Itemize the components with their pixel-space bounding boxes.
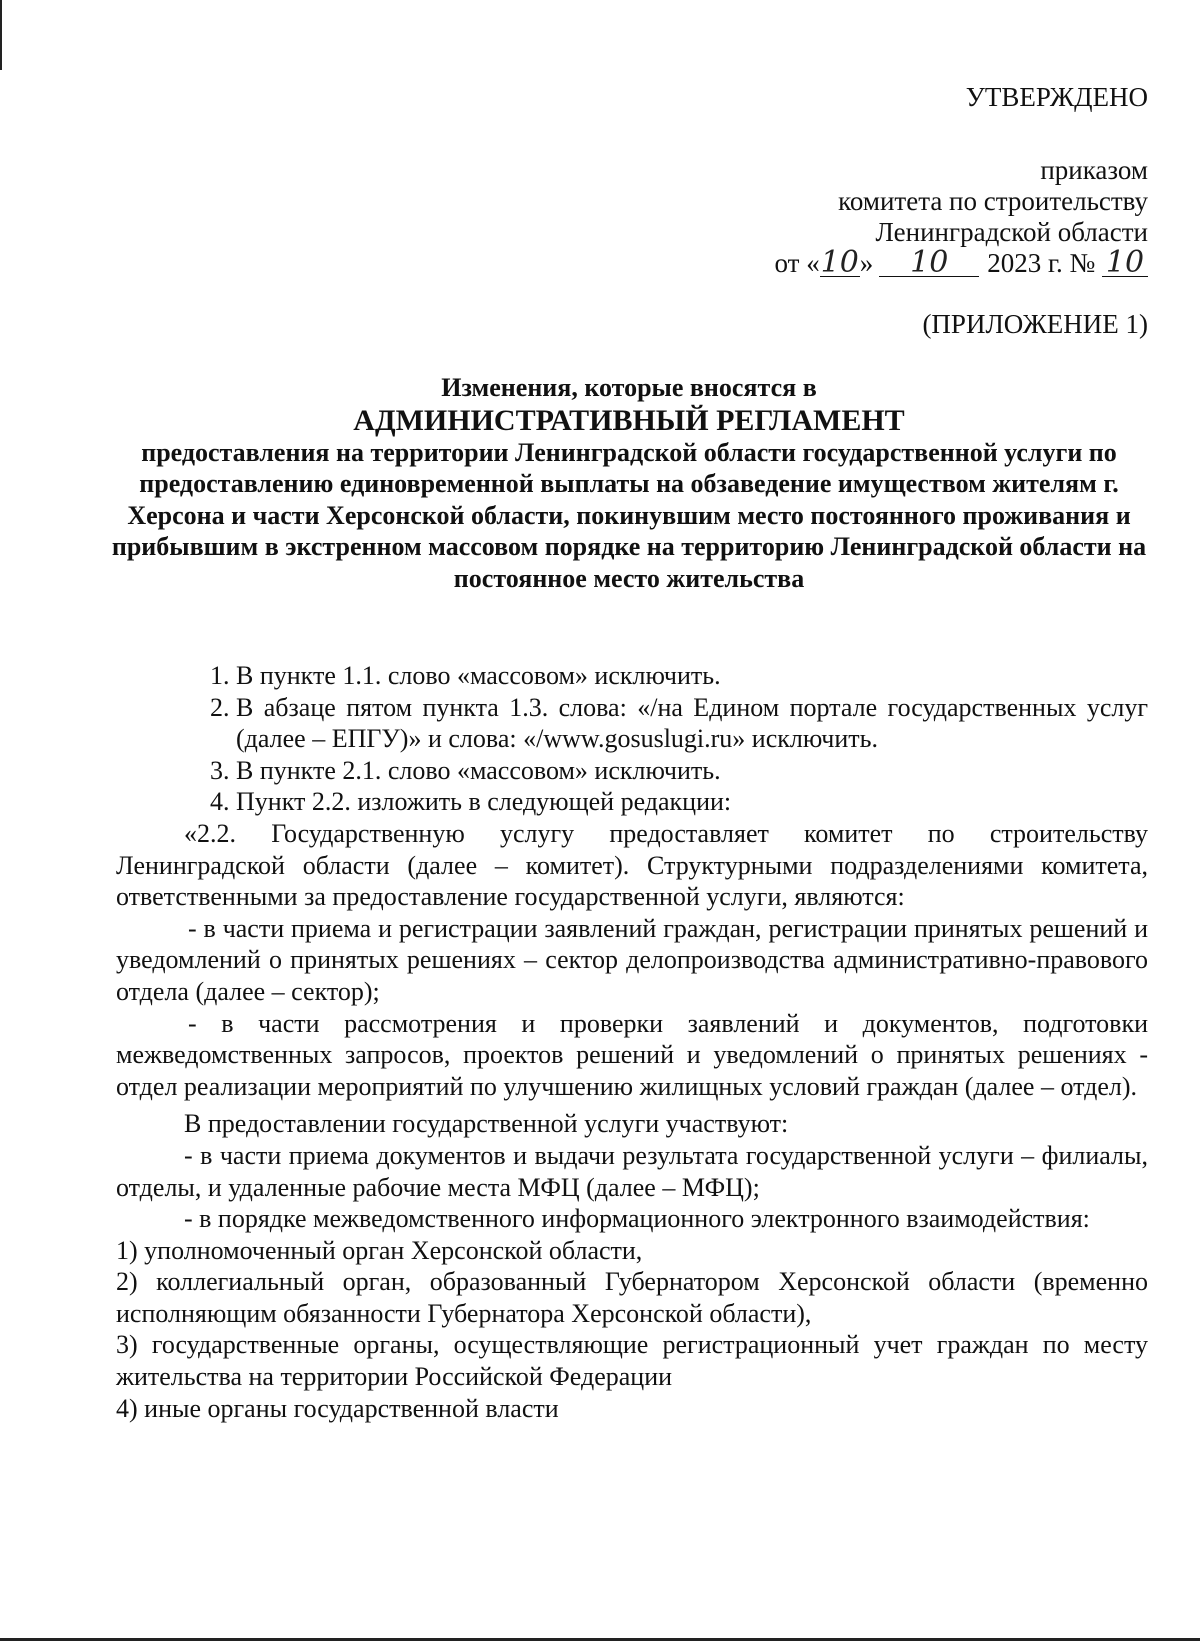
annex-label: (ПРИЛОЖЕНИЕ 1) bbox=[922, 309, 1148, 339]
paragraph: - в порядке межведомственного информационного электронного взаимодействия: bbox=[184, 1204, 1090, 1234]
title-line-3: предоставления на территории Ленинградской области государственной услуги по предоставлению единовременной выплаты на обзаведение имуществом жителям г. Херсона и части Херсонской области, покинувшим место постоянного проживания и прибывшим в экстренном массовом порядке на территорию Ленинградской области на постоянное место жительства bbox=[111, 437, 1147, 593]
paragraph: - в части рассмотрения и проверки заявлений и документов, подготовки межведомственных запросов, проектов решений и уведомлений о принятых решениях - отдел реализации мероприятий по улучшению жилищных условий граждан (далее – отдел). bbox=[116, 1008, 1148, 1101]
date-year: 2023 г. № bbox=[987, 248, 1096, 278]
amendments-list bbox=[116, 660, 1148, 818]
approval-line-3: Ленинградской области bbox=[875, 217, 1148, 247]
list-item: 4. Пункт 2.2. изложить в следующей редакции: bbox=[236, 786, 1148, 818]
paragraph: В предоставлении государственной услуги участвуют: bbox=[184, 1109, 789, 1139]
handwritten-number: 10 bbox=[1102, 250, 1148, 277]
document-body bbox=[116, 660, 1148, 1424]
paragraph: 2) коллегиальный орган, образованный Губернатором Херсонской области (временно исполняющим обязанности Губернатора Херсонской области), bbox=[116, 1267, 1148, 1328]
list-item: 1. В пункте 1.1. слово «массовом» исключить. bbox=[236, 660, 1148, 692]
approval-date-line bbox=[774, 245, 1149, 280]
scan-edge-left bbox=[0, 0, 2, 70]
title-line-2: АДМИНИСТРАТИВНЫЙ РЕГЛАМЕНТ bbox=[353, 403, 905, 437]
scan-edge-bottom bbox=[0, 1638, 1200, 1641]
date-quote-close: » bbox=[859, 248, 874, 278]
approval-line-2: комитета по строительству bbox=[838, 186, 1148, 216]
paragraph: 1) уполномоченный орган Херсонской области, bbox=[116, 1235, 643, 1265]
list-item: 3. В пункте 2.1. слово «массовом» исключить. bbox=[236, 755, 1148, 787]
paragraph: 4) иные органы государственной власти bbox=[116, 1393, 559, 1423]
list-item: 2. В абзаце пятом пункта 1.3. слова: «/на Едином портале государственных услуг (далее – ЕПГУ)» и слова: «/www.gosuslugi.ru» исключить. bbox=[236, 692, 1148, 755]
date-prefix: от « bbox=[774, 248, 820, 278]
handwritten-day: 10 bbox=[820, 245, 859, 280]
paragraph: «2.2. Государственную услугу предоставляет комитет по строительству Ленинградской области (далее – комитет). Структурными подразделениями комитета, ответственными за предоставление государственной услуги, являются: bbox=[116, 818, 1148, 912]
document-title bbox=[110, 372, 1148, 594]
approval-stamp: УТВЕРЖДЕНО bbox=[965, 82, 1148, 112]
approval-block bbox=[775, 82, 1149, 340]
handwritten-month: 10 bbox=[879, 250, 979, 277]
paragraph: - в части приема и регистрации заявлений граждан, регистрации принятых решений и уведомлений о принятых решениях – сектор делопроизводства административно-правового отдела (далее – сектор); bbox=[116, 913, 1148, 1006]
paragraph: 3) государственные органы, осуществляющие регистрационный учет граждан по месту жительства на территории Российской Федерации bbox=[116, 1330, 1148, 1392]
approval-line-1: приказом bbox=[1040, 155, 1148, 185]
paragraph: - в части приема документов и выдачи результата государственной услуги – филиалы, отделы, и удаленные рабочие места МФЦ (далее – МФЦ); bbox=[116, 1140, 1148, 1202]
title-line-1: Изменения, которые вносятся в bbox=[441, 373, 817, 402]
